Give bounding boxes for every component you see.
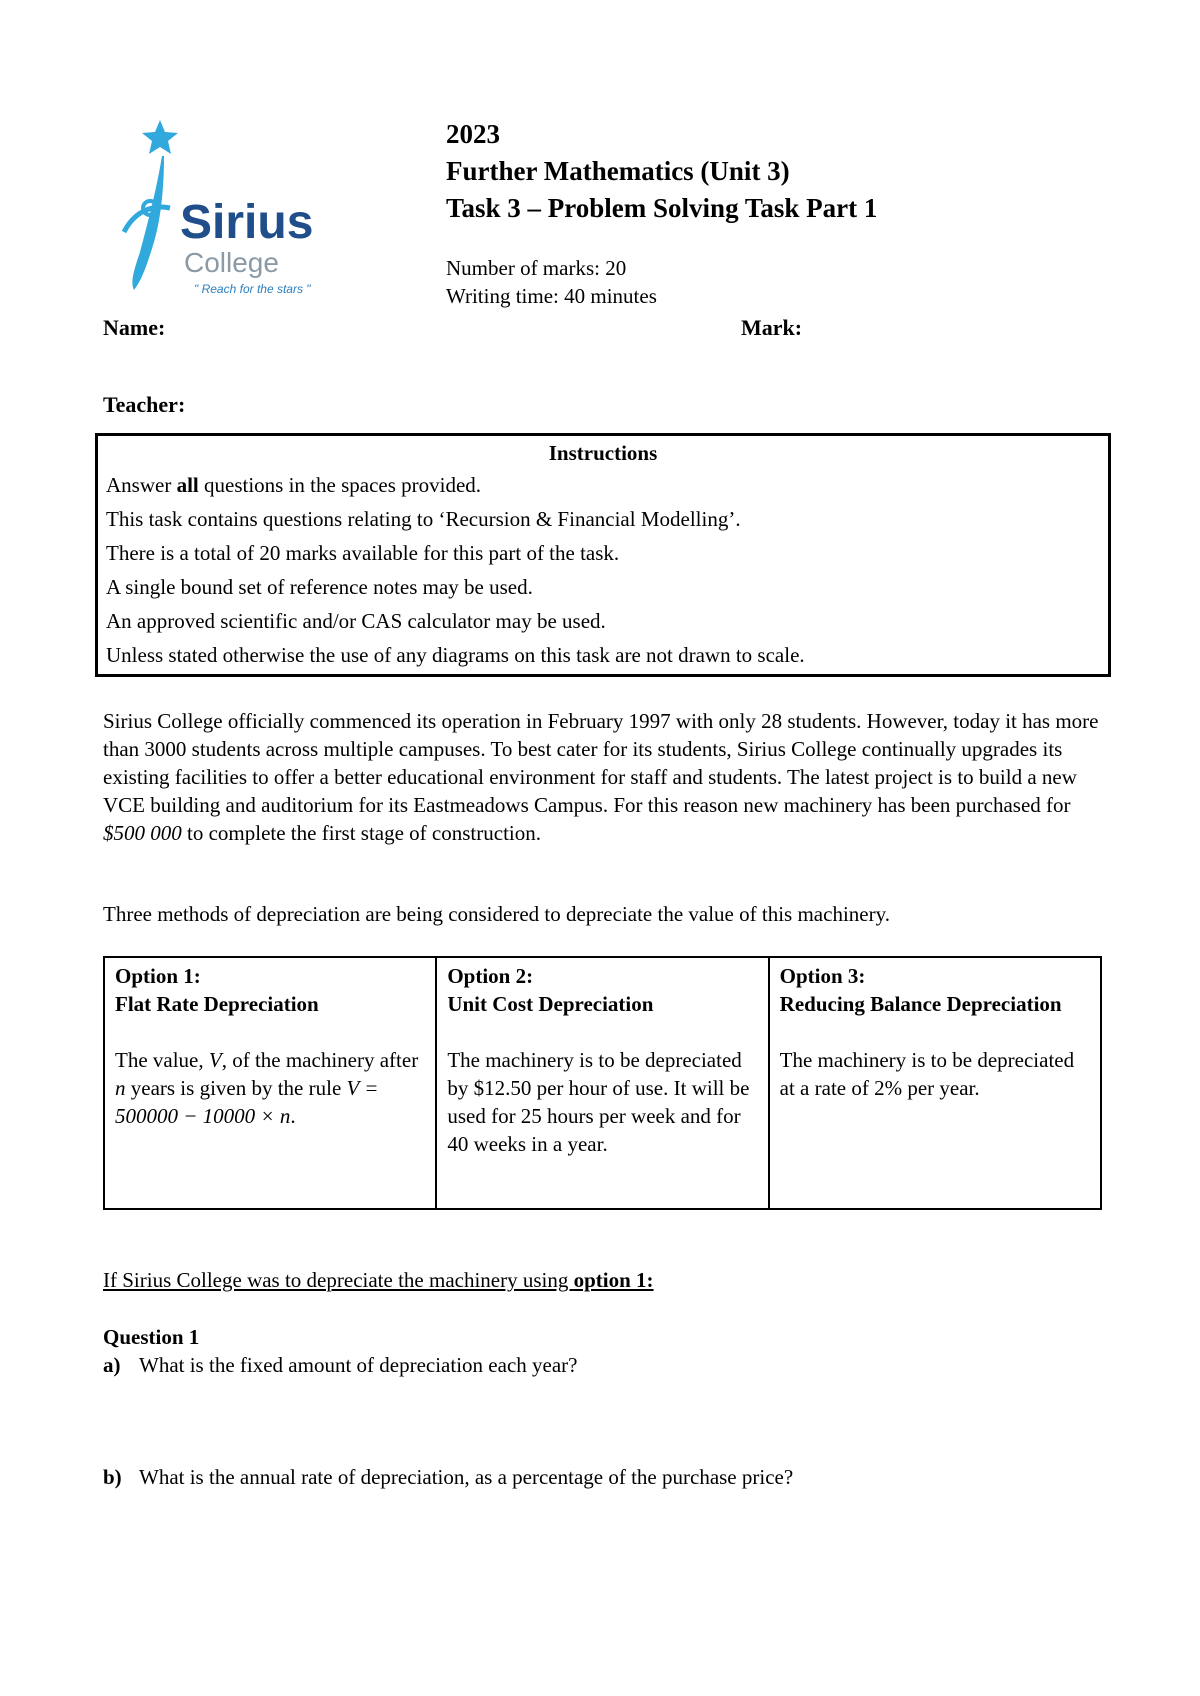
header-time: Writing time: 40 minutes (446, 284, 657, 308)
logo-sub: College (184, 247, 279, 278)
figure-swoosh (132, 156, 164, 290)
question-1a: a) What is the fixed amount of depreciation each year? (103, 1353, 578, 1377)
option-3-title: Reducing Balance Depreciation (779, 992, 1062, 1016)
option-condition: If Sirius College was to depreciate the machinery using option 1: (103, 1268, 654, 1292)
header-subject: Further Mathematics (Unit 3) (446, 156, 790, 186)
sirius-college-logo (112, 112, 352, 312)
instruction-line: An approved scientific and/or CAS calculator may be used. (106, 609, 606, 633)
option-1-text: The value, V, of the machinery after n years is given by the rule V = 500000 − 10000 × n. (115, 1048, 419, 1128)
option-1-label: Option 1: (115, 964, 201, 988)
option-2-title: Unit Cost Depreciation (447, 992, 654, 1016)
options-table (103, 956, 1102, 1210)
purchase-amount: $500 000 (103, 821, 182, 845)
logo-tagline: " Reach for the stars " (194, 282, 311, 296)
teacher-label: Teacher: (103, 392, 186, 417)
instruction-line: A single bound set of reference notes may be used. (106, 575, 533, 599)
instruction-line: There is a total of 20 marks available for this part of the task. (106, 541, 620, 565)
option-2-cell (436, 957, 768, 1209)
three-methods-text: Three methods of depreciation are being considered to depreciate the value of this machinery. (103, 902, 890, 926)
question-1b: b) What is the annual rate of depreciation, as a percentage of the purchase price? (103, 1465, 794, 1489)
name-label: Name: (103, 315, 166, 340)
mark-label: Mark: (741, 315, 803, 340)
option-1-title: Flat Rate Depreciation (115, 992, 319, 1016)
option-1-rule: V = 500000 − 10000 × n (115, 1076, 379, 1128)
option-1-cell (104, 957, 436, 1209)
header-task: Task 3 – Problem Solving Task Part 1 (446, 193, 878, 223)
option-3-cell (769, 957, 1101, 1209)
option-2-label: Option 2: (447, 964, 534, 988)
instruction-line: Answer all questions in the spaces provided. (106, 473, 482, 497)
option-2-text: The machinery is to be depreciated by $12.50 per hour of use. It will be used for 25 hours per week and for 40 weeks in a year. (447, 1048, 750, 1156)
star-icon (142, 120, 178, 154)
question-1-title: Question 1 (103, 1325, 200, 1349)
header-year: 2023 (446, 119, 500, 149)
option-3-label: Option 3: (779, 964, 866, 988)
instruction-line: This task contains questions relating to ‘Recursion & Financial Modelling’. (106, 507, 741, 531)
option-3-text: The machinery is to be depreciated at a rate of 2% per year. (779, 1048, 1075, 1100)
logo-wordmark: Sirius (180, 196, 314, 249)
instructions-title: Instructions (548, 441, 658, 465)
instruction-line: Unless stated otherwise the use of any diagrams on this task are not drawn to scale. (106, 643, 805, 667)
instructions-box (95, 433, 1111, 677)
header-marks: Number of marks: 20 (446, 256, 627, 280)
intro-paragraph: Sirius College officially commenced its operation in February 1997 with only 28 students. However, today it has more than 3000 students across multiple campuses. To best cater for its students, Sirius College continually upgrades its existing facilities to offer a better educational environment for staff and students. The latest project is to build a new VCE building and auditorium for its Eastmeadows Campus. For this reason new machinery has been purchased for $500 000 to complete the first stage of construction. (103, 709, 1099, 845)
